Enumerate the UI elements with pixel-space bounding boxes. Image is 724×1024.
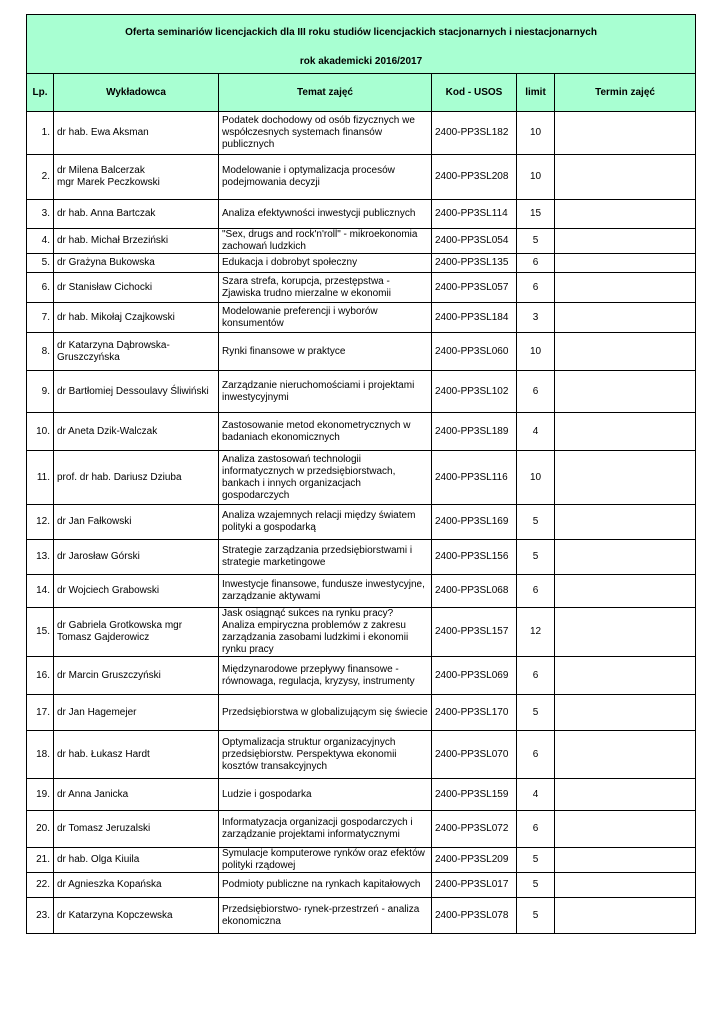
term-cell [555, 811, 696, 848]
lecturer-cell: dr hab. Michał Brzeziński [54, 229, 219, 254]
row-number: 2. [27, 155, 54, 200]
table-row [27, 273, 696, 303]
topic-cell: Inwestycje finansowe, fundusze inwestycyjne, zarządzanie aktywami [219, 575, 432, 608]
lecturer-cell: dr hab. Mikołaj Czajkowski [54, 303, 219, 333]
topic-cell: "Sex, drugs and rock'n'roll" - mikroekonomia zachowań ludzkich [219, 229, 432, 254]
limit-cell: 5 [517, 695, 555, 731]
table-row [27, 848, 696, 873]
table-row [27, 371, 696, 413]
usos-code-cell: 2400-PP3SL060 [432, 333, 517, 371]
usos-code-cell: 2400-PP3SL156 [432, 540, 517, 575]
topic-cell: Ludzie i gospodarka [219, 779, 432, 811]
usos-code-cell: 2400-PP3SL169 [432, 505, 517, 540]
topic-cell: Optymalizacja struktur organizacyjnych przedsiębiorstw. Perspektywa ekonomii kosztów transakcyjnych [219, 731, 432, 779]
usos-code-cell: 2400-PP3SL072 [432, 811, 517, 848]
topic-cell: Jask osiągnąć sukces na rynku pracy? Analiza empiryczna problemów z zakresu zarządzania zasobami ludzkimi i ekonomii rynku pracy [219, 608, 432, 657]
usos-code-cell: 2400-PP3SL102 [432, 371, 517, 413]
lecturer-cell: dr Jan Hagemejer [54, 695, 219, 731]
table-row [27, 540, 696, 575]
row-number: 6. [27, 273, 54, 303]
header-lecturer: Wykładowca [54, 74, 219, 112]
lecturer-cell: dr Katarzyna Kopczewska [54, 898, 219, 934]
topic-cell: Zastosowanie metod ekonometrycznych w badaniach ekonomicznych [219, 413, 432, 451]
header-code: Kod - USOS [432, 74, 517, 112]
topic-cell: Szara strefa, korupcja, przestępstwa - Zjawiska trudno mierzalne w ekonomii [219, 273, 432, 303]
row-number: 19. [27, 779, 54, 811]
usos-code-cell: 2400-PP3SL068 [432, 575, 517, 608]
topic-cell: Analiza zastosowań technologii informatycznych w przedsiębiorstwach, bankach i innych organizacjach gospodarczych [219, 451, 432, 505]
lecturer-cell: dr Marcin Gruszczyński [54, 657, 219, 695]
topic-cell: Zarządzanie nieruchomościami i projektami inwestycyjnymi [219, 371, 432, 413]
topic-cell: Międzynarodowe przepływy finansowe - równowaga, regulacja, kryzysy, instrumenty [219, 657, 432, 695]
limit-cell: 5 [517, 505, 555, 540]
limit-cell: 6 [517, 657, 555, 695]
table-row [27, 575, 696, 608]
usos-code-cell: 2400-PP3SL070 [432, 731, 517, 779]
table-row [27, 811, 696, 848]
lecturer-cell: dr Gabriela Grotkowska mgr Tomasz Gajderowicz [54, 608, 219, 657]
limit-cell: 10 [517, 451, 555, 505]
limit-cell: 6 [517, 371, 555, 413]
term-cell [555, 779, 696, 811]
row-number: 22. [27, 873, 54, 898]
row-number: 1. [27, 112, 54, 155]
row-number: 9. [27, 371, 54, 413]
usos-code-cell: 2400-PP3SL208 [432, 155, 517, 200]
table-row [27, 413, 696, 451]
term-cell [555, 657, 696, 695]
table-row [27, 695, 696, 731]
topic-cell: Rynki finansowe w praktyce [219, 333, 432, 371]
row-number: 3. [27, 200, 54, 229]
lecturer-cell: dr Tomasz Jeruzalski [54, 811, 219, 848]
term-cell [555, 451, 696, 505]
limit-cell: 6 [517, 731, 555, 779]
lecturer-cell: dr Grażyna Bukowska [54, 254, 219, 273]
limit-cell: 5 [517, 848, 555, 873]
header-lp: Lp. [27, 74, 54, 112]
topic-cell: Strategie zarządzania przedsiębiorstwami i strategie marketingowe [219, 540, 432, 575]
limit-cell: 6 [517, 575, 555, 608]
topic-cell: Analiza efektywności inwestycji publicznych [219, 200, 432, 229]
term-cell [555, 731, 696, 779]
row-number: 13. [27, 540, 54, 575]
usos-code-cell: 2400-PP3SL114 [432, 200, 517, 229]
lecturer-cell: dr Wojciech Grabowski [54, 575, 219, 608]
usos-code-cell: 2400-PP3SL157 [432, 608, 517, 657]
lecturer-cell: dr hab. Ewa Aksman [54, 112, 219, 155]
usos-code-cell: 2400-PP3SL078 [432, 898, 517, 934]
topic-cell: Symulacje komputerowe rynków oraz efektów polityki rządowej [219, 848, 432, 873]
topic-cell: Modelowanie i optymalizacja procesów podejmowania decyzji [219, 155, 432, 200]
term-cell [555, 540, 696, 575]
table-row [27, 303, 696, 333]
header-row [27, 74, 696, 112]
table-row [27, 229, 696, 254]
row-number: 16. [27, 657, 54, 695]
usos-code-cell: 2400-PP3SL184 [432, 303, 517, 333]
lecturer-cell: dr Bartłomiej Dessoulavy Śliwiński [54, 371, 219, 413]
limit-cell: 10 [517, 155, 555, 200]
table-row [27, 254, 696, 273]
usos-code-cell: 2400-PP3SL182 [432, 112, 517, 155]
table-row [27, 155, 696, 200]
limit-cell: 15 [517, 200, 555, 229]
lecturer-cell: dr Stanisław Cichocki [54, 273, 219, 303]
table-row [27, 451, 696, 505]
table-row [27, 731, 696, 779]
table-row [27, 112, 696, 155]
limit-cell: 6 [517, 811, 555, 848]
usos-code-cell: 2400-PP3SL017 [432, 873, 517, 898]
term-cell [555, 695, 696, 731]
topic-cell: Podatek dochodowy od osób fizycznych we współczesnych systemach finansów publicznych [219, 112, 432, 155]
usos-code-cell: 2400-PP3SL057 [432, 273, 517, 303]
table-row [27, 333, 696, 371]
topic-cell: Informatyzacja organizacji gospodarczych i zarządzanie projektami informatycznymi [219, 811, 432, 848]
term-cell [555, 898, 696, 934]
row-number: 7. [27, 303, 54, 333]
term-cell [555, 200, 696, 229]
usos-code-cell: 2400-PP3SL116 [432, 451, 517, 505]
limit-cell: 5 [517, 229, 555, 254]
term-cell [555, 371, 696, 413]
limit-cell: 5 [517, 540, 555, 575]
header-limit: limit [517, 74, 555, 112]
term-cell [555, 155, 696, 200]
table-row [27, 505, 696, 540]
table-row [27, 779, 696, 811]
lecturer-cell: dr hab. Olga Kiuila [54, 848, 219, 873]
limit-cell: 12 [517, 608, 555, 657]
topic-cell: Podmioty publiczne na rynkach kapitałowych [219, 873, 432, 898]
term-cell [555, 333, 696, 371]
term-cell [555, 303, 696, 333]
limit-cell: 3 [517, 303, 555, 333]
term-cell [555, 413, 696, 451]
term-cell [555, 873, 696, 898]
table-row [27, 608, 696, 657]
row-number: 4. [27, 229, 54, 254]
lecturer-cell: dr hab. Łukasz Hardt [54, 731, 219, 779]
row-number: 14. [27, 575, 54, 608]
lecturer-cell: dr Katarzyna Dąbrowska- Gruszczyńska [54, 333, 219, 371]
term-cell [555, 229, 696, 254]
topic-cell: Edukacja i dobrobyt społeczny [219, 254, 432, 273]
usos-code-cell: 2400-PP3SL069 [432, 657, 517, 695]
lecturer-cell: dr hab. Anna Bartczak [54, 200, 219, 229]
term-cell [555, 505, 696, 540]
term-cell [555, 273, 696, 303]
seminar-offer-table [26, 14, 696, 934]
lecturer-cell: dr Jarosław Górski [54, 540, 219, 575]
limit-cell: 4 [517, 779, 555, 811]
term-cell [555, 575, 696, 608]
academic-year: rok akademicki 2016/2017 [27, 51, 696, 74]
limit-cell: 6 [517, 273, 555, 303]
limit-cell: 6 [517, 254, 555, 273]
term-cell [555, 254, 696, 273]
limit-cell: 5 [517, 898, 555, 934]
table-row [27, 657, 696, 695]
row-number: 20. [27, 811, 54, 848]
row-number: 17. [27, 695, 54, 731]
limit-cell: 10 [517, 112, 555, 155]
limit-cell: 10 [517, 333, 555, 371]
term-cell [555, 608, 696, 657]
row-number: 12. [27, 505, 54, 540]
limit-cell: 4 [517, 413, 555, 451]
usos-code-cell: 2400-PP3SL209 [432, 848, 517, 873]
topic-cell: Przedsiębiorstwo- rynek-przestrzeń - analiza ekonomiczna [219, 898, 432, 934]
lecturer-cell: prof. dr hab. Dariusz Dziuba [54, 451, 219, 505]
header-topic: Temat zajęć [219, 74, 432, 112]
page-title: Oferta seminariów licencjackich dla III roku studiów licencjackich stacjonarnych i niestacjonarnych [27, 15, 696, 52]
row-number: 10. [27, 413, 54, 451]
row-number: 21. [27, 848, 54, 873]
lecturer-cell: dr Jan Fałkowski [54, 505, 219, 540]
usos-code-cell: 2400-PP3SL159 [432, 779, 517, 811]
limit-cell: 5 [517, 873, 555, 898]
row-number: 8. [27, 333, 54, 371]
topic-cell: Analiza wzajemnych relacji między światem polityki a gospodarką [219, 505, 432, 540]
topic-cell: Modelowanie preferencji i wyborów konsumentów [219, 303, 432, 333]
usos-code-cell: 2400-PP3SL135 [432, 254, 517, 273]
lecturer-cell: dr Agnieszka Kopańska [54, 873, 219, 898]
row-number: 23. [27, 898, 54, 934]
row-number: 11. [27, 451, 54, 505]
row-number: 18. [27, 731, 54, 779]
table-row [27, 200, 696, 229]
lecturer-cell: dr Milena Balcerzak mgr Marek Peczkowski [54, 155, 219, 200]
usos-code-cell: 2400-PP3SL189 [432, 413, 517, 451]
usos-code-cell: 2400-PP3SL054 [432, 229, 517, 254]
row-number: 5. [27, 254, 54, 273]
topic-cell: Przedsiębiorstwa w globalizującym się świecie [219, 695, 432, 731]
lecturer-cell: dr Aneta Dzik-Walczak [54, 413, 219, 451]
table-row [27, 873, 696, 898]
header-term: Termin zajęć [555, 74, 696, 112]
term-cell [555, 848, 696, 873]
row-number: 15. [27, 608, 54, 657]
table-row [27, 898, 696, 934]
term-cell [555, 112, 696, 155]
usos-code-cell: 2400-PP3SL170 [432, 695, 517, 731]
lecturer-cell: dr Anna Janicka [54, 779, 219, 811]
